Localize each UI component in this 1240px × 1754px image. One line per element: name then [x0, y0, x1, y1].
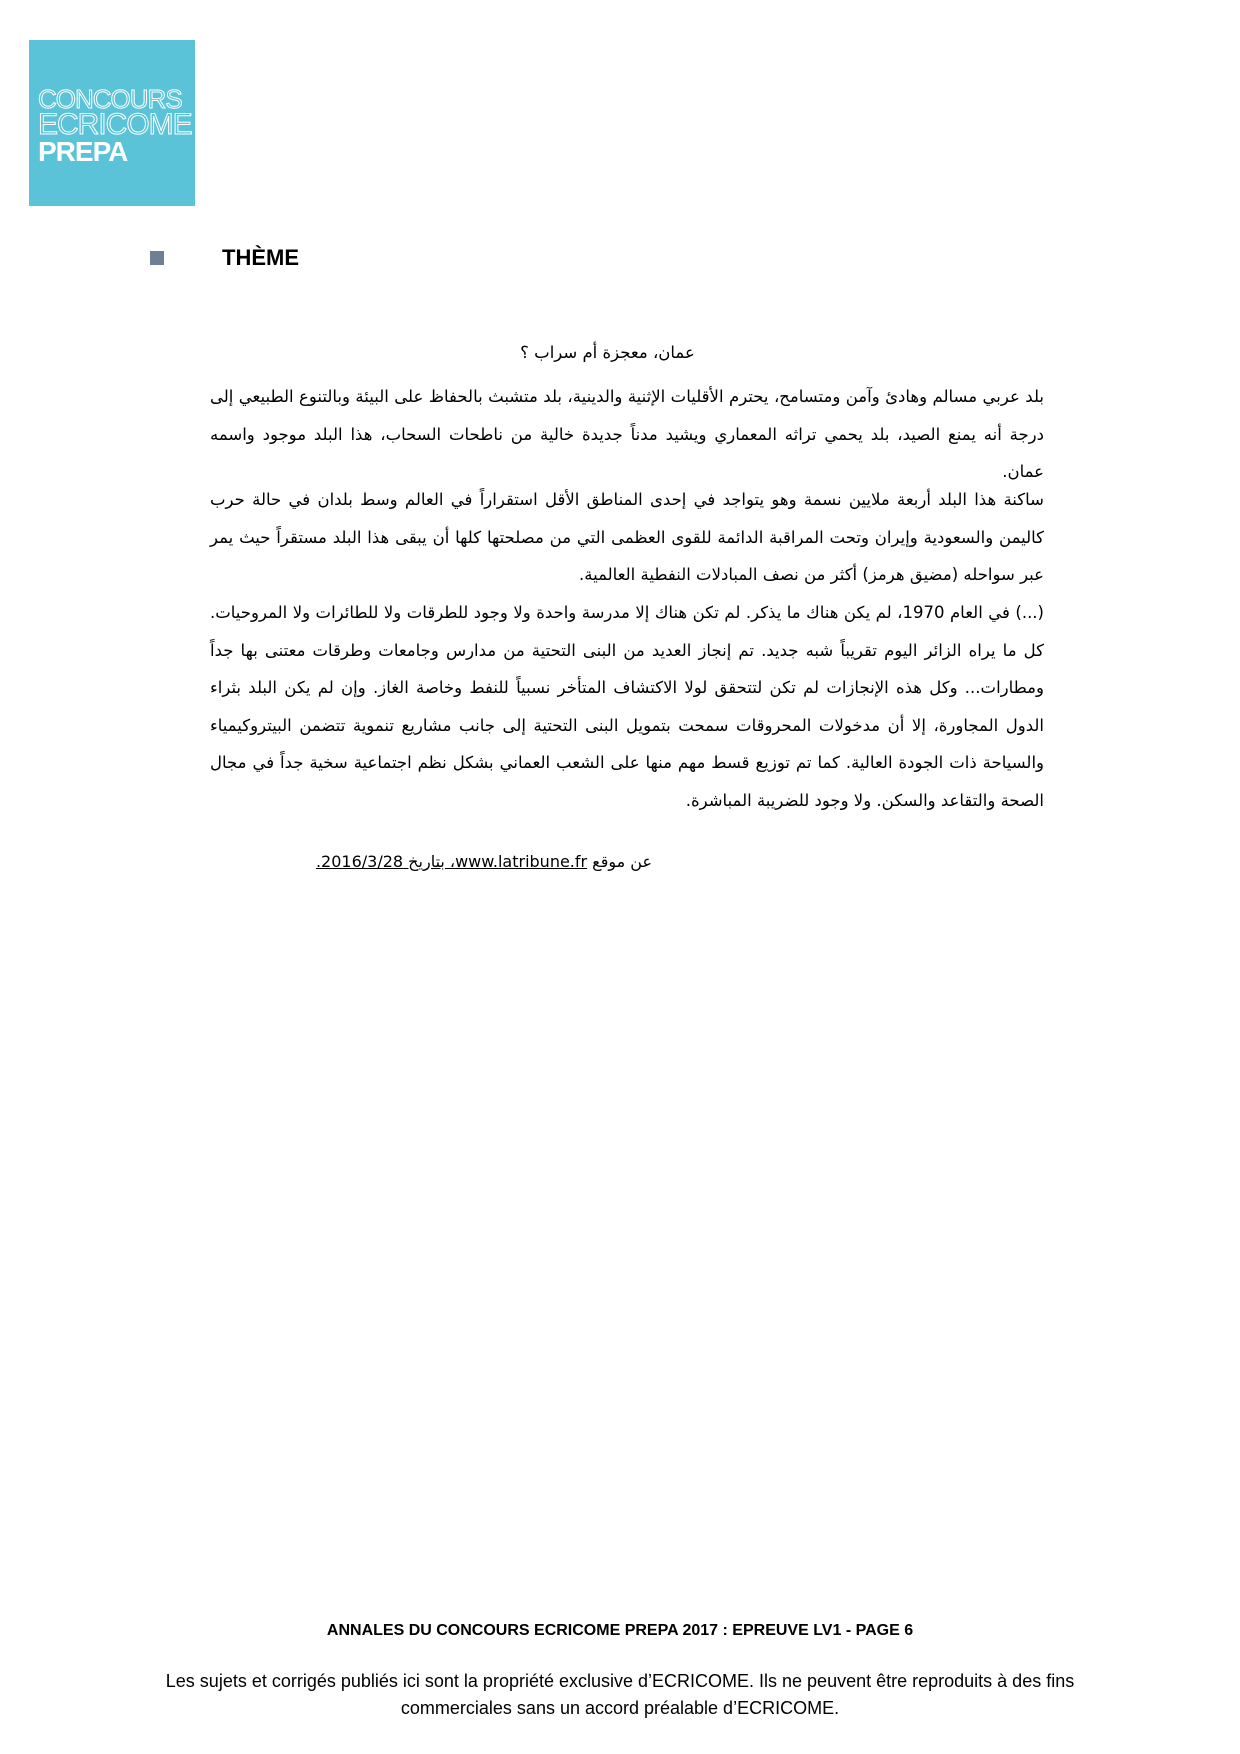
article-paragraph-2: ساكنة هذا البلد أربعة ملايين نسمة وهو يتواجد في إحدى المناطق الأقل استقراراً في العالم وسط بلدان في حالة حرب كاليمن والسعودية وإيران وتحت المراقبة الدائمة للقوى العظمى التي من مصلحتها كلها أن يبقى هذا البلد مستقراً حيث يمر عبر سواحله (مضيق هرمز) أكثر من نصف المبادلات النفطية العالمية. [210, 490, 1044, 584]
logo-text-concours: CONCOURS [38, 84, 182, 114]
source-link[interactable] [316, 852, 587, 871]
article-paragraph-1: بلد عربي مسالم وهادئ وآمن ومتسامح، يحترم الأقليات الإثنية والدينية، بلد متشبث بالحفاظ على البيئة وبالتنوع الطبيعي إلى درجة أنه يمنع الصيد، بلد يحمي تراثه المعماري ويشيد مدناً جديدة خالية من ناطحات السحاب، هذا البلد موجود واسمه عمان. [210, 387, 1044, 481]
article-title: عمان، معجزة أم سراب ؟ [520, 343, 695, 362]
logo-text-ecricome: ECRICOME [38, 108, 192, 141]
footer-copyright-note: Les sujets et corrigés publiés ici sont la propriété exclusive d’ECRICOME. Ils ne peuvent être reproduits à des fins commerciales sans un accord préalable d’ECRICOME. [165, 1671, 1075, 1718]
article-source [300, 852, 652, 871]
footer-title: ANNALES DU CONCOURS ECRICOME PREPA 2017 : EPREUVE LV1 - PAGE 6 [326, 1622, 914, 1639]
section-heading: THÈME [222, 245, 299, 270]
source-prefix: عن موقع [587, 852, 652, 871]
ecricome-logo [29, 40, 195, 206]
logo-text-prepa: PREPA [38, 136, 128, 167]
source-date: ، بتاريخ 2016/3/28. [315, 852, 456, 871]
article-paragraph-3: (...) في العام 1970، لم يكن هناك ما يذكر. لم تكن هناك إلا مدرسة واحدة ولا وجود للطرقات ولا للطائرات ولا المروحيات. كل ما يراه الزائر اليوم تقريباً شبه جديد. تم إنجاز العديد من البنى التحتية من مدارس وجامعات وطرقات معتنى بها جداً ومطارات... وكل هذه الإنجازات لم تكن لتتحقق لولا الاكتشاف المتأخر نسبياً للنفط وخاصة الغاز. وإن لم يكن البلد بثراء الدول المجاورة، إلا أن مدخولات المحروقات سمحت بتمويل البنى التحتية إلى جانب مشاريع تنموية تتضمن البيتروكيمياء والسياحة ذات الجودة العالية. كما تم توزيع قسط مهم منها على الشعب العماني بشكل نظم اجتماعية سخية جداً في مجال الصحة والتقاعد والسكن. ولا وجود للضريبة المباشرة. [210, 603, 1044, 810]
section-bullet-icon [150, 251, 164, 265]
source-link-url: www.latribune.fr [455, 852, 588, 871]
